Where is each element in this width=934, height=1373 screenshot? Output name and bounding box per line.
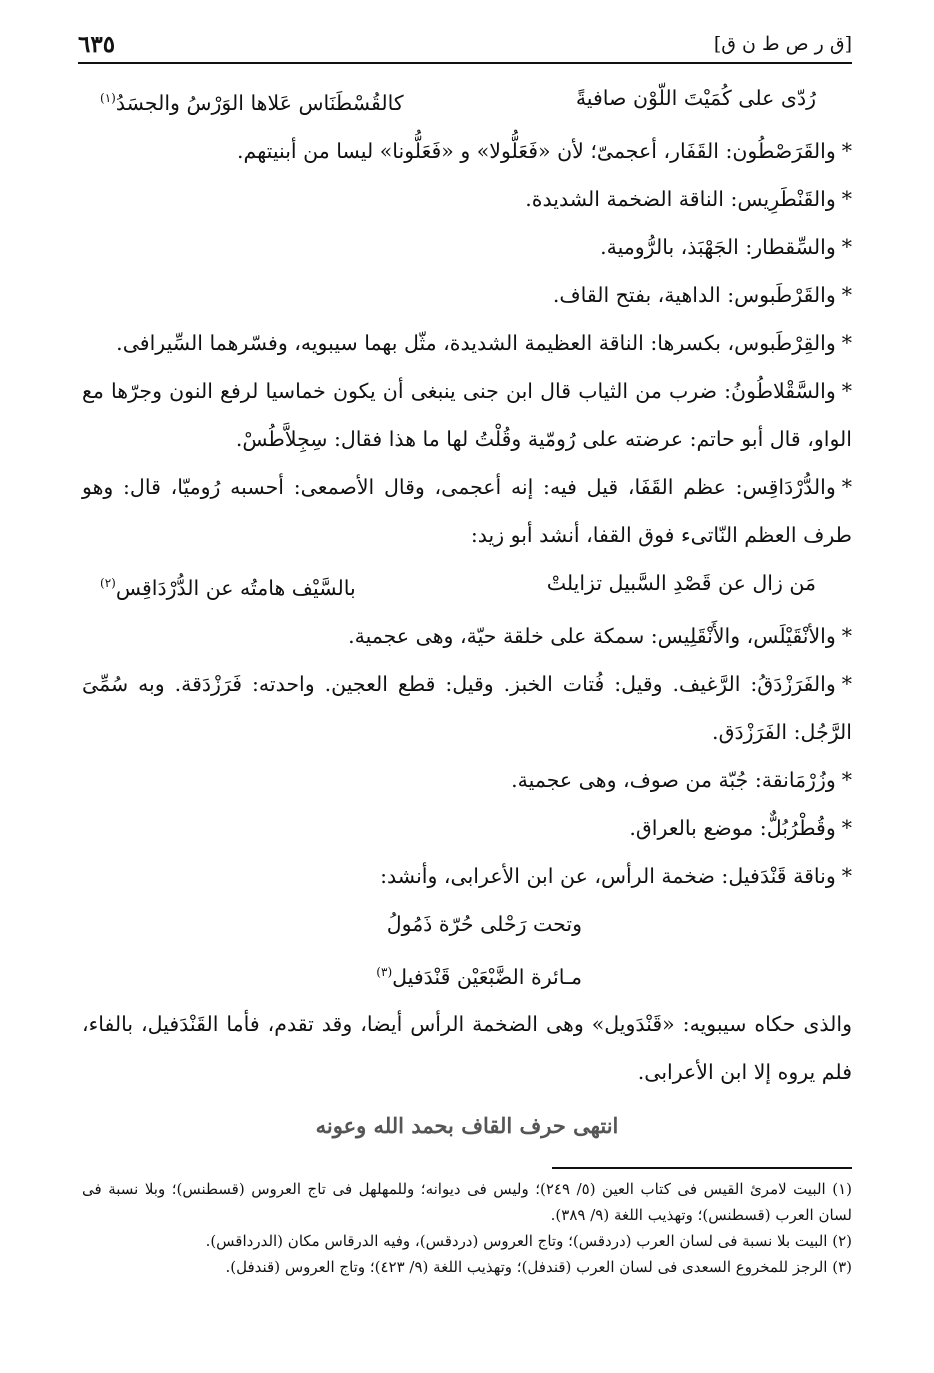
chapter-colophon: انتهى حرف القاف بحمد الله وعونه [315,1113,619,1139]
footnote-3: (٣) الرجز للمخروع السعدى فى لسان العرب (قندفل)؛ وتهذيب اللغة (٩/ ٤٢٣)؛ وتاج العروس (قندفل). [225,1258,852,1276]
asterisk-icon: * [841,671,852,696]
poem-line-2 [82,948,852,1001]
entry-farazdaq [82,660,852,756]
verse-2 [82,559,852,612]
entry-qartabus-fath [82,271,852,319]
verse-2-second-hemistich [82,559,356,612]
asterisk-icon: * [841,378,852,403]
footnotes [82,1176,852,1280]
poem-line-2-text: مـائرة الضَّبْعَيْن قَنْدَفيل [392,964,582,989]
entry-text: والدُّرْدَاقِس: عظم القَفَا، قيل فيه: إنه أعجمى، وقال الأصمعى: أحسبه رُوميّا، قال: وهو طرف العظم النّاتىء فوق القفا، أنشد أبو زيد: [82,474,852,547]
main-text [82,74,852,1150]
header-root-letters: [ق ر ص ط ن ق] [713,33,852,55]
footnote-1: (١) البيت لامرئ القيس فى كتاب العين (٥/ ٢٤٩)؛ وليس فى ديوانه؛ وللمهلهل فى تاج العروس (قسطنس)؛ وبلا نسبة فى لسان العرب (قسطنس)؛ وتهذيب اللغة (٩/ ٣٨٩). [82,1180,852,1224]
asterisk-icon: * [841,474,852,499]
entry-durdaqis [82,463,852,559]
entry-qutrubull [82,804,852,852]
poem-line-1: وتحت رَحْلى حُرّة ذَمُولُ [386,911,582,936]
asterisk-icon: * [841,863,852,888]
asterisk-icon: * [841,623,852,648]
entry-text: والسَّقْلاطُونُ: ضرب من الثياب قال ابن جنى ينبغى أن يكون خماسيا لرفع النون وجرّها مع الواو، قال أبو حاتم: عرضته على رُومّية وقُلْتُ لها ما هذا فقال: سِجِلاَّطُسْ. [82,378,852,451]
entry-text: والأنْقَيْلَس، والأَنْقَلِيس: سمكة على خلقة حيّة، وهى عجمية. [348,623,836,648]
verse-1-second-hemistich [82,74,404,127]
entry-text: والقِرْطَبوس، بكسرها: الناقة العظيمة الشديدة، مثّل بهما سيبويه، وفسّرهما السِّيرافى. [116,330,836,355]
asterisk-icon: * [841,186,852,211]
entry-qantaris [82,175,852,223]
entry-qirtabus-kasr [82,319,852,367]
footnote-2: (٢) البيت بلا نسبة فى لسان العرب (دردقس)؛ وتاج العروس (دردقس)، وفيه الدرقاس مكان (الدرداقس). [205,1232,852,1250]
footnote-ref-1[interactable]: (١) [100,91,116,105]
footnote-divider [552,1167,852,1169]
entry-text: والسِّقطار: الجَهْبَذ، بالرُّومية. [600,234,836,259]
asterisk-icon: * [841,815,852,840]
asterisk-icon: * [841,234,852,259]
page-number: ٦٣٥ [78,30,116,58]
page-header [78,26,852,64]
verse-1 [82,74,852,127]
asterisk-icon: * [841,767,852,792]
footnote-ref-3[interactable]: (٣) [376,964,393,979]
verse-1-first-hemistich: رُدّى على كُمَيْتَ اللّوْن صافيةً [575,86,816,110]
asterisk-icon: * [841,282,852,307]
verse-2-first-hemistich: مَن زال عن قَصْدِ السَّبيل تزايلتْ [546,570,816,595]
entry-text: والفَرَزْدَقُ: الرَّغيف. وقيل: فُتات الخبز. وقيل: قطع العجين. واحدته: فَرَزْدَقة. وبه سُمِّىَ الرَّجُل: الفَرَزْدَق. [82,671,852,744]
entry-qandafil [82,852,852,900]
asterisk-icon: * [841,138,852,163]
verse-1-second-text: كالقُسْطَنَاس عَلاها الوَرْسُ والجسَدُ [115,90,404,115]
entry-siqtar [82,223,852,271]
closing-paragraph: والذى حكاه سيبويه: «قَنْدَويل» وهى الضخمة الرأس أيضا، وقد تقدم، فأما القَنْدَفيل، بالفاء، فلم يروه إلا ابن الأعرابى. [82,1012,852,1085]
entry-text: وناقة قَنْدَفيل: ضخمة الرأس، عن ابن الأعرابى، وأنشد: [380,863,836,888]
entry-text: والقَنْطَرِيس: الناقة الضخمة الشديدة. [525,186,836,211]
entry-text: والقَرْطَبوس: الداهية، بفتح القاف. [552,282,836,307]
footnote-ref-2[interactable]: (٢) [100,575,116,590]
entry-anqilis [82,612,852,660]
entry-saqlatun [82,367,852,463]
entry-text: والقَرَصْطُون: القَفَار، أعجمىّ؛ لأن «فَعَلُّولا» و «فَعَلُّونا» ليسا من أبنيتهم. [237,138,836,163]
entry-text: وقُطْرُبُلٌّ: موضع بالعراق. [629,815,836,840]
entry-zurmaniqa [82,756,852,804]
entry-text: وزُرْمَانقة: جُبّة من صوف، وهى عجمية. [511,767,836,792]
asterisk-icon: * [841,330,852,355]
entry-qarastun [82,127,852,175]
verse-2-second-text: بالسَّيْف هامتُه عن الدُّرْدَاقِس [115,575,356,600]
